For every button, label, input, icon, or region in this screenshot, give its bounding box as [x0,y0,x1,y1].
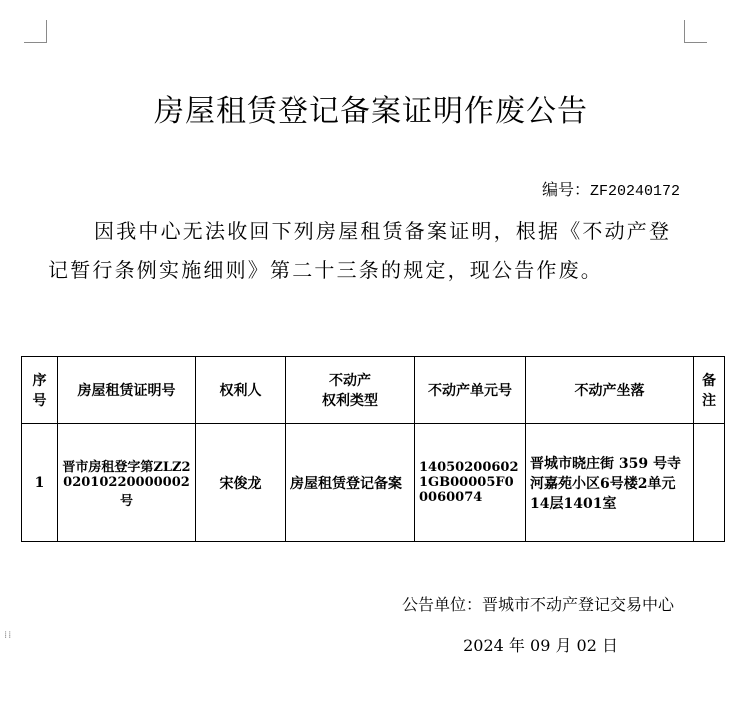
document-number-value: ZF20240172 [589,183,680,200]
revoked-certificate-table [21,356,725,542]
cell-owner: 宋俊龙 [196,424,286,542]
cell-unit-no: 140502006021GB00005F00060074 [415,424,526,542]
header-cell-right-type [286,357,415,424]
cell-certificate-no: 晋市房租登字第ZLZ202010220000002号 [58,424,196,542]
header-cell-location: 不动产坐落 [526,357,694,424]
header-cell-index: 序号 [22,357,58,424]
page-corner-mark-top-right [684,20,707,43]
header-cell-certificate-no: 房屋租赁证明号 [58,357,196,424]
header-cell-unit-no: 不动产单元号 [415,357,526,424]
cell-location: 晋城市晓庄街 359 号寺河嘉苑小区6号楼2单元14层1401室 [526,424,694,542]
table-header-row [22,357,725,424]
issuing-unit: 公告单位：晋城市不动产登记交易中心 [401,595,674,614]
issue-date: 2024 年 09 月 02 日 [463,636,618,655]
announcement-body: 因我中心无法收回下列房屋租赁备案证明，根据《不动产登记暂行条例实施细则》第二十三条的规定，现公告作废。 [48,219,672,282]
header-cell-right-type-text: 不动产 权利类型 [322,373,378,409]
header-cell-owner: 权利人 [196,357,286,424]
header-cell-remarks: 备注 [694,357,725,424]
cell-right-type: 房屋租赁登记备案 [286,424,415,542]
drag-handle-icon[interactable]: ⁞⁞ [4,630,13,641]
cell-remarks [694,424,725,542]
page-corner-mark-top-left [24,20,47,43]
cell-index: 1 [22,424,58,542]
document-number-label: 编号： [541,180,590,199]
document-title: 房屋租赁登记备案证明作废公告 [154,94,588,129]
document-number [542,177,680,200]
table-row [22,424,725,542]
